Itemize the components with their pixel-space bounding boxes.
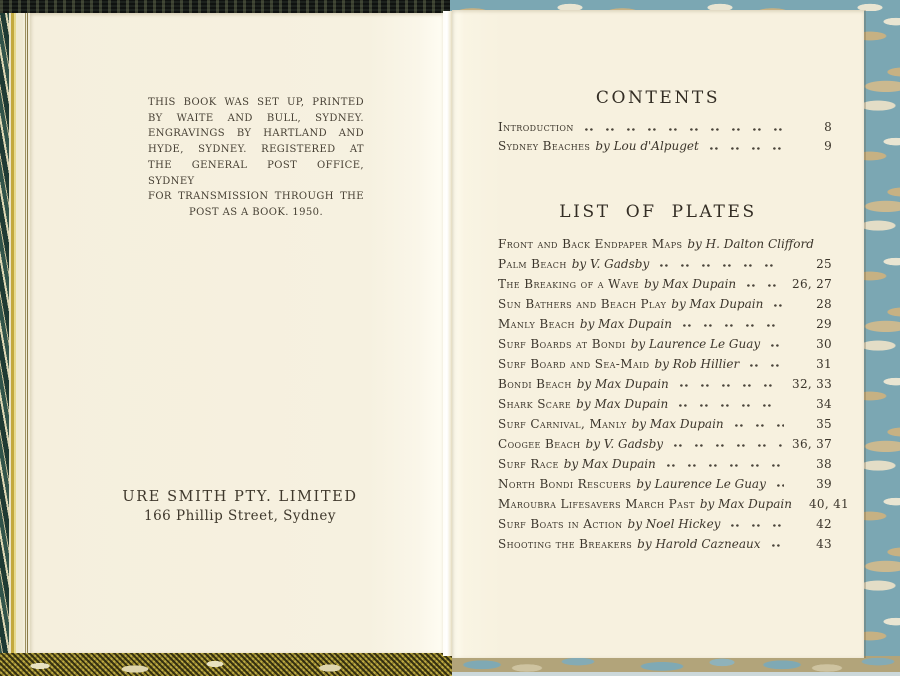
dot-leader [658,264,784,268]
plate-title: Bondi Beach [498,377,572,391]
plate-author: by Max Dupain [631,417,724,431]
plate-row [498,434,832,454]
plate-title: Front and Back Endpaper Maps [498,237,683,251]
dot-leader [769,344,784,348]
contents-heading: CONTENTS [595,88,721,108]
plate-author: by V. Gadsby [571,257,650,271]
colophon-paragraph [148,95,364,221]
plate-row [498,514,832,534]
toc-row [498,118,832,137]
dot-leader [748,364,784,368]
plate-row [498,234,832,254]
plate-title: Surf Board and Sea-Maid [498,357,650,371]
colophon-line: HYDE, SYDNEY. REGISTERED AT [148,144,364,156]
top-cover-cloth-edge [0,0,450,13]
plate-title: Manly Beach [498,317,575,331]
colophon-line: POST AS A BOOK. 1950. [188,206,324,218]
publisher-name: URE SMITH PTY. LIMITED [122,489,358,505]
plate-author: by Noel Hickey [627,517,721,531]
page-number: 9 [824,139,832,153]
toc-title: Introduction [498,120,574,134]
publisher-address: 166 Phillip Street, Sydney [144,508,336,524]
list-of-plates-heading: LIST OF PLATES [559,202,757,222]
dot-leader [672,444,784,448]
plate-title: Shark Scare [498,397,572,411]
page-number: 43 [816,537,832,551]
plate-row [498,294,832,314]
dot-leader [775,484,784,488]
dot-leader [677,404,784,408]
toc-author: by Lou d'Alpuget [595,139,699,153]
plate-title: Surf Race [498,457,559,471]
page-number: 31 [816,357,832,371]
dot-leader [708,147,784,151]
dot-leader [745,284,784,288]
dot-leader [772,304,784,308]
dot-leader [583,128,784,132]
plate-row [498,274,832,294]
plate-row [498,494,849,514]
book-gutter [443,11,452,656]
plate-title: Shooting the Breakers [498,537,633,551]
plate-author: by Max Dupain [576,397,669,411]
page-number: 32, 33 [792,377,832,391]
page-number: 25 [816,257,832,271]
left-page [30,13,443,653]
left-cover-marbled-edge [0,0,9,676]
plate-author: by Max Dupain [563,457,656,471]
page-number: 40, 41 [808,497,849,511]
plate-row [498,474,832,494]
page-number: 36, 37 [792,437,832,451]
plate-title: Maroubra Lifesavers March Past [498,497,695,511]
page-number: 26, 27 [792,277,832,291]
colophon-line: THE GENERAL POST OFFICE, SYDNEY [148,159,364,187]
dot-leader [681,324,784,328]
page-number: 35 [816,417,832,431]
right-cover-marbled-edge [864,0,900,668]
plate-author: by Max Dupain [671,297,764,311]
dot-leader [729,524,784,528]
dot-leader [665,464,784,468]
plate-title: Sun Bathers and Beach Play [498,297,667,311]
contents-list [498,118,832,156]
plate-author: by H. Dalton Clifford [687,237,814,251]
plate-author: by Harold Cazneaux [637,537,761,551]
plate-title: Coogee Beach [498,437,581,451]
plate-title: Surf Boats in Action [498,517,623,531]
plate-row [498,254,832,274]
page-number: 29 [816,317,832,331]
plate-title: North Bondi Rescuers [498,477,632,491]
plate-author: by Max Dupain [644,277,737,291]
plate-row [498,454,832,474]
page-number: 34 [816,397,832,411]
right-page [452,10,864,658]
toc-title: Sydney Beaches [498,139,591,153]
colophon-line: THIS BOOK WAS SET UP, PRINTED [148,97,364,108]
dot-leader [770,544,785,548]
plate-title: Surf Boards at Bondi [498,337,626,351]
bottom-cover-cloth-edge [0,653,452,676]
plate-author: by V. Gadsby [585,437,664,451]
colophon-line: FOR TRANSMISSION THROUGH THE [148,191,364,203]
dot-leader [733,424,784,428]
plate-title: Surf Carnival, Manly [498,417,627,431]
colophon-line: ENGRAVINGS BY HARTLAND AND [148,128,364,140]
left-page-block-edges [9,10,30,666]
plate-title: Palm Beach [498,257,567,271]
page-number: 42 [816,517,832,531]
plate-row [498,534,832,554]
plates-list [498,234,849,554]
dot-leader [678,384,784,388]
plate-author: by Max Dupain [579,317,672,331]
page-number: 38 [816,457,832,471]
plate-author: by Laurence Le Guay [630,337,761,351]
page-number: 39 [816,477,832,491]
bottom-right-marbled-edge [452,656,900,672]
plate-author: by Laurence Le Guay [636,477,766,491]
publisher-block [40,489,440,524]
plate-title: The Breaking of a Wave [498,277,640,291]
page-number: 28 [816,297,832,311]
plate-row [498,414,832,434]
plate-row [498,334,832,354]
plate-author: by Rob Hillier [654,357,740,371]
plate-row [498,354,832,374]
plate-row [498,314,832,334]
plate-author: by Max Dupain [576,377,669,391]
page-number: 30 [816,337,832,351]
plate-row [498,394,832,414]
plate-author: by Max Dupain [699,497,792,511]
toc-row [498,137,832,156]
page-number: 8 [824,120,832,134]
plate-row [498,374,832,394]
colophon-line: BY WAITE AND BULL, SYDNEY. [148,112,364,124]
